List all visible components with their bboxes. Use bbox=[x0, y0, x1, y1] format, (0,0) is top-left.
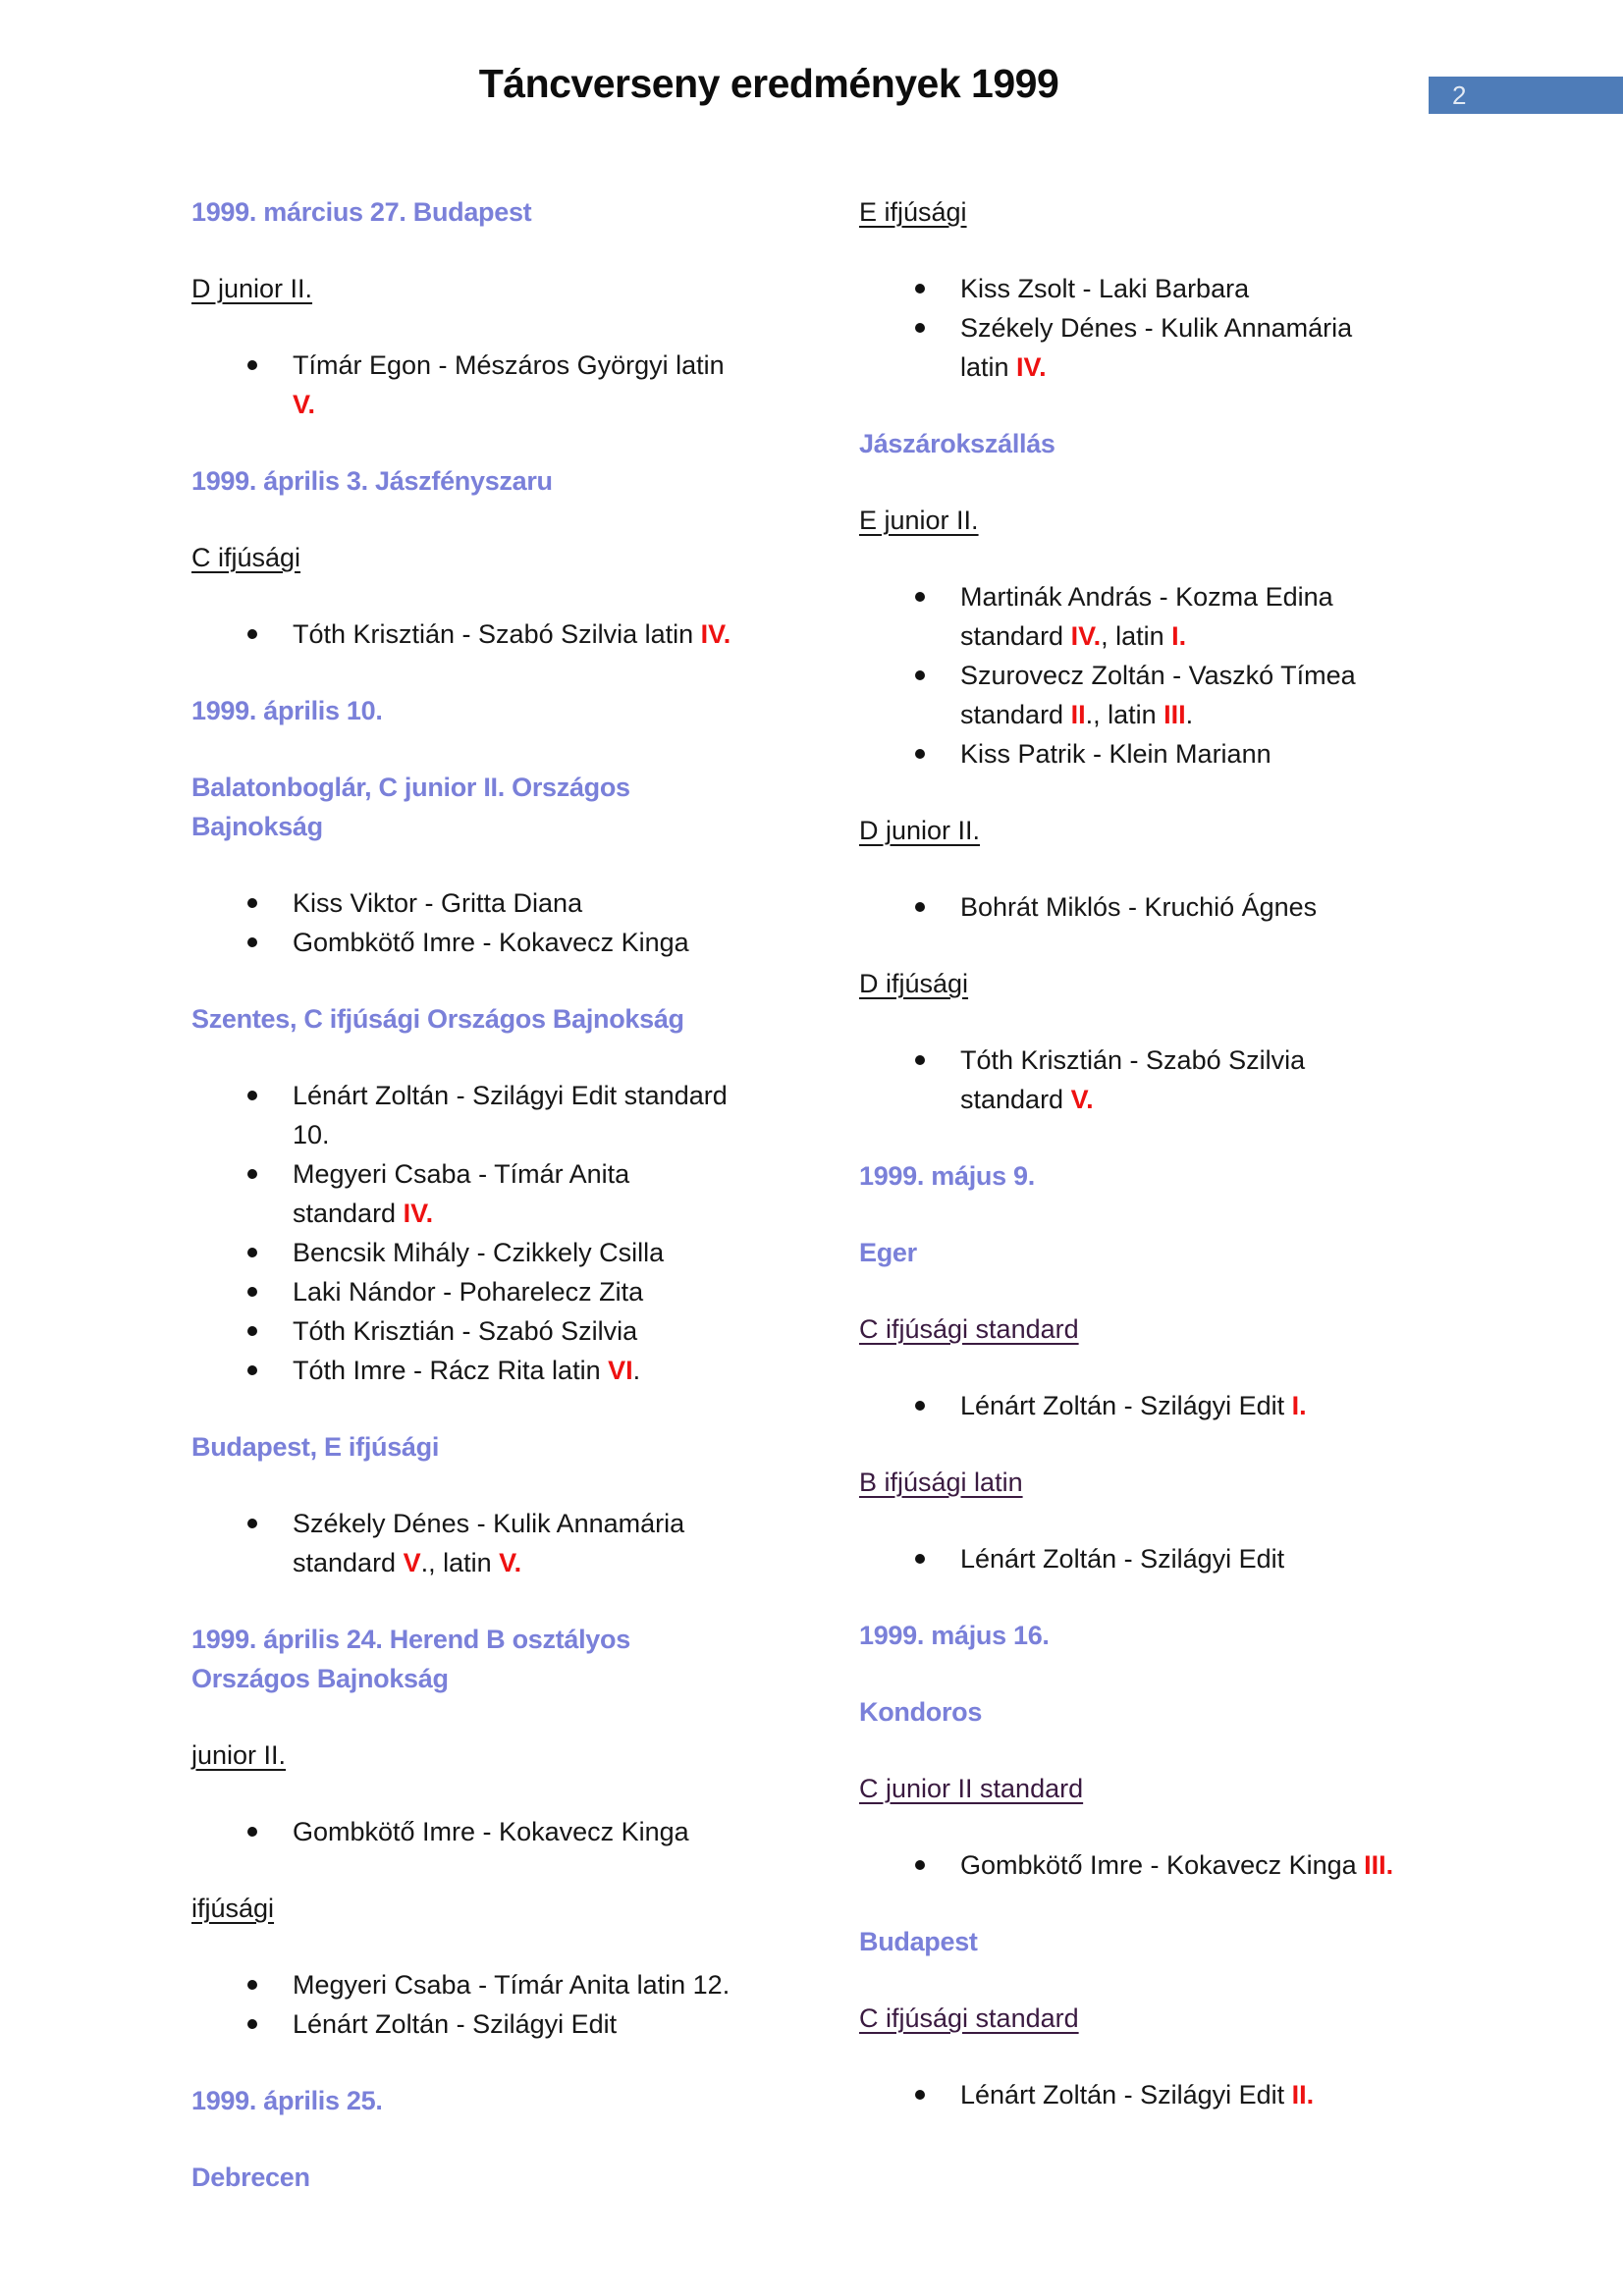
result-item bbox=[859, 1845, 1497, 1885]
result-item bbox=[191, 1504, 736, 1582]
column-left bbox=[191, 192, 736, 2234]
result-text: Lénárt Zoltán - Szilágyi Edit bbox=[960, 1544, 1285, 1574]
placement-value: IV. bbox=[403, 1199, 434, 1228]
heading-line: Kondoros bbox=[859, 1697, 983, 1727]
result-list bbox=[191, 1965, 736, 2044]
two-column-layout bbox=[191, 192, 1497, 2234]
result-list bbox=[859, 887, 1497, 927]
placement-value: I. bbox=[1171, 621, 1187, 651]
result-text: Szurovecz Zoltán - Vaszkó Tímea bbox=[960, 661, 1356, 690]
result-item bbox=[191, 1154, 736, 1233]
result-text: Martinák András - Kozma Edina bbox=[960, 582, 1333, 612]
heading-line: 1999. május 9. bbox=[859, 1161, 1035, 1191]
placement-value: V bbox=[403, 1548, 421, 1577]
result-list bbox=[859, 1041, 1497, 1119]
placement-value: II. bbox=[1291, 2080, 1315, 2109]
heading-line: Eger bbox=[859, 1238, 917, 1267]
result-text: standard bbox=[960, 700, 1071, 729]
section-heading bbox=[859, 1156, 1497, 1196]
result-text: Gombkötő Imre - Kokavecz Kinga bbox=[293, 1817, 689, 1846]
result-item bbox=[191, 2004, 736, 2044]
heading-line: Bajnokság bbox=[191, 812, 323, 841]
result-item bbox=[191, 1812, 736, 1851]
result-item bbox=[191, 1272, 736, 1311]
result-item bbox=[191, 1233, 736, 1272]
result-list bbox=[191, 1076, 736, 1390]
heading-line: Budapest, E ifjúsági bbox=[191, 1432, 440, 1462]
result-list bbox=[859, 2075, 1497, 2114]
result-item bbox=[191, 1965, 736, 2004]
result-text: Lénárt Zoltán - Szilágyi Edit bbox=[293, 2009, 618, 2039]
category-subheading bbox=[191, 1889, 736, 1928]
section-heading bbox=[859, 1616, 1497, 1655]
result-item bbox=[191, 1311, 736, 1351]
subheading-text: C ifjúsági bbox=[191, 543, 301, 572]
section-heading bbox=[191, 999, 736, 1039]
placement-value: III bbox=[1163, 700, 1186, 729]
category-subheading bbox=[859, 1309, 1497, 1349]
section-heading bbox=[859, 1692, 1497, 1732]
placement-value: IV. bbox=[700, 619, 731, 649]
result-text: Tóth Krisztián - Szabó Szilvia bbox=[293, 1316, 638, 1346]
category-subheading bbox=[191, 1735, 736, 1775]
result-text: 10. bbox=[293, 1120, 330, 1149]
page-number: 2 bbox=[1452, 80, 1467, 110]
subheading-text: junior II. bbox=[191, 1740, 287, 1770]
heading-line: 1999. április 10. bbox=[191, 696, 383, 725]
subheading-text: ifjúsági bbox=[191, 1894, 275, 1923]
result-list bbox=[859, 1845, 1497, 1885]
result-item bbox=[859, 308, 1497, 387]
placement-value: V. bbox=[293, 390, 316, 419]
category-subheading bbox=[191, 269, 736, 308]
result-list bbox=[191, 1504, 736, 1582]
result-text: Lénárt Zoltán - Szilágyi Edit bbox=[960, 2080, 1292, 2109]
section-heading bbox=[859, 424, 1497, 463]
result-text: Kiss Zsolt - Laki Barbara bbox=[960, 274, 1250, 303]
category-subheading bbox=[859, 964, 1497, 1003]
category-subheading bbox=[859, 811, 1497, 850]
result-item bbox=[859, 656, 1497, 734]
result-text: latin bbox=[960, 352, 1017, 382]
result-list bbox=[859, 1539, 1497, 1578]
subheading-text: C junior II standard bbox=[859, 1774, 1084, 1803]
result-item bbox=[191, 346, 736, 424]
heading-line: 1999. április 25. bbox=[191, 2086, 383, 2115]
result-item bbox=[859, 887, 1497, 927]
heading-line: 1999. április 3. Jászfényszaru bbox=[191, 466, 553, 496]
subheading-text: D junior II. bbox=[191, 274, 313, 303]
placement-value: IV. bbox=[1070, 621, 1102, 651]
section-heading bbox=[191, 1427, 736, 1467]
placement-value: V. bbox=[1070, 1085, 1094, 1114]
result-item bbox=[191, 1351, 736, 1390]
result-text: Gombkötő Imre - Kokavecz Kinga bbox=[960, 1850, 1365, 1880]
result-list bbox=[859, 1386, 1497, 1425]
heading-line: 1999. április 24. Herend B osztályos bbox=[191, 1625, 630, 1654]
heading-line: Budapest bbox=[859, 1927, 978, 1956]
category-subheading bbox=[859, 1769, 1497, 1808]
result-text: Gombkötő Imre - Kokavecz Kinga bbox=[293, 928, 689, 957]
heading-line: Országos Bajnokság bbox=[191, 1664, 449, 1693]
result-item bbox=[191, 923, 736, 962]
category-subheading bbox=[859, 501, 1497, 540]
section-heading bbox=[191, 768, 736, 846]
heading-line: Szentes, C ifjúsági Országos Bajnokság bbox=[191, 1004, 684, 1034]
result-text: Tóth Krisztián - Szabó Szilvia latin bbox=[293, 619, 701, 649]
heading-line: 1999. március 27. Budapest bbox=[191, 197, 532, 227]
column-right bbox=[859, 192, 1497, 2234]
result-text: Bencsik Mihály - Czikkely Csilla bbox=[293, 1238, 665, 1267]
subheading-text: E junior II. bbox=[859, 506, 979, 535]
result-item bbox=[859, 734, 1497, 774]
result-item bbox=[191, 614, 736, 654]
result-text: Bohrát Miklós - Kruchió Ágnes bbox=[960, 892, 1318, 922]
section-heading bbox=[859, 1922, 1497, 1961]
heading-line: Debrecen bbox=[191, 2163, 310, 2192]
heading-line: 1999. május 16. bbox=[859, 1621, 1050, 1650]
category-subheading bbox=[859, 192, 1497, 232]
result-text: Tóth Krisztián - Szabó Szilvia bbox=[960, 1045, 1306, 1075]
section-heading bbox=[859, 1233, 1497, 1272]
result-text: Lénárt Zoltán - Szilágyi Edit bbox=[960, 1391, 1292, 1420]
result-item bbox=[859, 1386, 1497, 1425]
result-text: . bbox=[632, 1356, 641, 1385]
placement-value: I. bbox=[1291, 1391, 1307, 1420]
result-text: Lénárt Zoltán - Szilágyi Edit standard bbox=[293, 1081, 728, 1110]
placement-value: VI bbox=[608, 1356, 633, 1385]
result-text: Kiss Patrik - Klein Mariann bbox=[960, 739, 1271, 769]
result-list bbox=[859, 577, 1497, 774]
result-list bbox=[191, 883, 736, 962]
heading-line: Jászárokszállás bbox=[859, 429, 1055, 458]
section-heading bbox=[191, 192, 736, 232]
page-number-badge bbox=[1429, 77, 1623, 114]
subheading-text: E ifjúsági bbox=[859, 197, 967, 227]
result-text: Kiss Viktor - Gritta Diana bbox=[293, 888, 583, 918]
section-heading bbox=[191, 2158, 736, 2197]
result-text: Tóth Imre - Rácz Rita latin bbox=[293, 1356, 609, 1385]
result-list bbox=[191, 614, 736, 654]
result-item bbox=[859, 1539, 1497, 1578]
section-heading bbox=[191, 1620, 736, 1698]
result-text: . bbox=[1185, 700, 1194, 729]
result-text: standard bbox=[960, 621, 1071, 651]
section-heading bbox=[191, 2081, 736, 2120]
result-item bbox=[859, 1041, 1497, 1119]
result-list bbox=[859, 269, 1497, 387]
result-list bbox=[191, 346, 736, 424]
heading-line: Balatonboglár, C junior II. Országos bbox=[191, 773, 630, 802]
result-text: standard bbox=[293, 1548, 404, 1577]
result-text: ., latin bbox=[420, 1548, 500, 1577]
result-text: standard bbox=[960, 1085, 1071, 1114]
result-text: Székely Dénes - Kulik Annamária bbox=[293, 1509, 685, 1538]
result-text: Székely Dénes - Kulik Annamária bbox=[960, 313, 1353, 343]
result-item bbox=[859, 577, 1497, 656]
category-subheading bbox=[191, 538, 736, 577]
section-heading bbox=[191, 461, 736, 501]
page-title: Táncverseny eredmények 1999 bbox=[478, 61, 1059, 106]
result-text: , latin bbox=[1101, 621, 1172, 651]
result-item bbox=[859, 2075, 1497, 2114]
subheading-text: C ifjúsági standard bbox=[859, 2003, 1079, 2033]
result-item bbox=[191, 883, 736, 923]
result-text: Laki Nándor - Poharelecz Zita bbox=[293, 1277, 644, 1307]
placement-value: II bbox=[1070, 700, 1086, 729]
category-subheading bbox=[859, 1999, 1497, 2038]
category-subheading bbox=[859, 1463, 1497, 1502]
result-text: ., latin bbox=[1085, 700, 1164, 729]
subheading-text: D ifjúsági bbox=[859, 969, 969, 998]
result-text: Megyeri Csaba - Tímár Anita latin 12. bbox=[293, 1970, 730, 2000]
result-item bbox=[191, 1076, 736, 1154]
placement-value: III. bbox=[1364, 1850, 1394, 1880]
result-text: Tímár Egon - Mészáros Györgyi latin bbox=[293, 350, 725, 380]
result-text: Megyeri Csaba - Tímár Anita bbox=[293, 1159, 630, 1189]
result-text: standard bbox=[293, 1199, 404, 1228]
subheading-text: B ifjúsági latin bbox=[859, 1468, 1023, 1497]
subheading-text: C ifjúsági standard bbox=[859, 1314, 1079, 1344]
section-heading bbox=[191, 691, 736, 730]
placement-value: IV. bbox=[1016, 352, 1047, 382]
placement-value: V. bbox=[499, 1548, 522, 1577]
result-item bbox=[859, 269, 1497, 308]
subheading-text: D junior II. bbox=[859, 816, 981, 845]
result-list bbox=[191, 1812, 736, 1851]
